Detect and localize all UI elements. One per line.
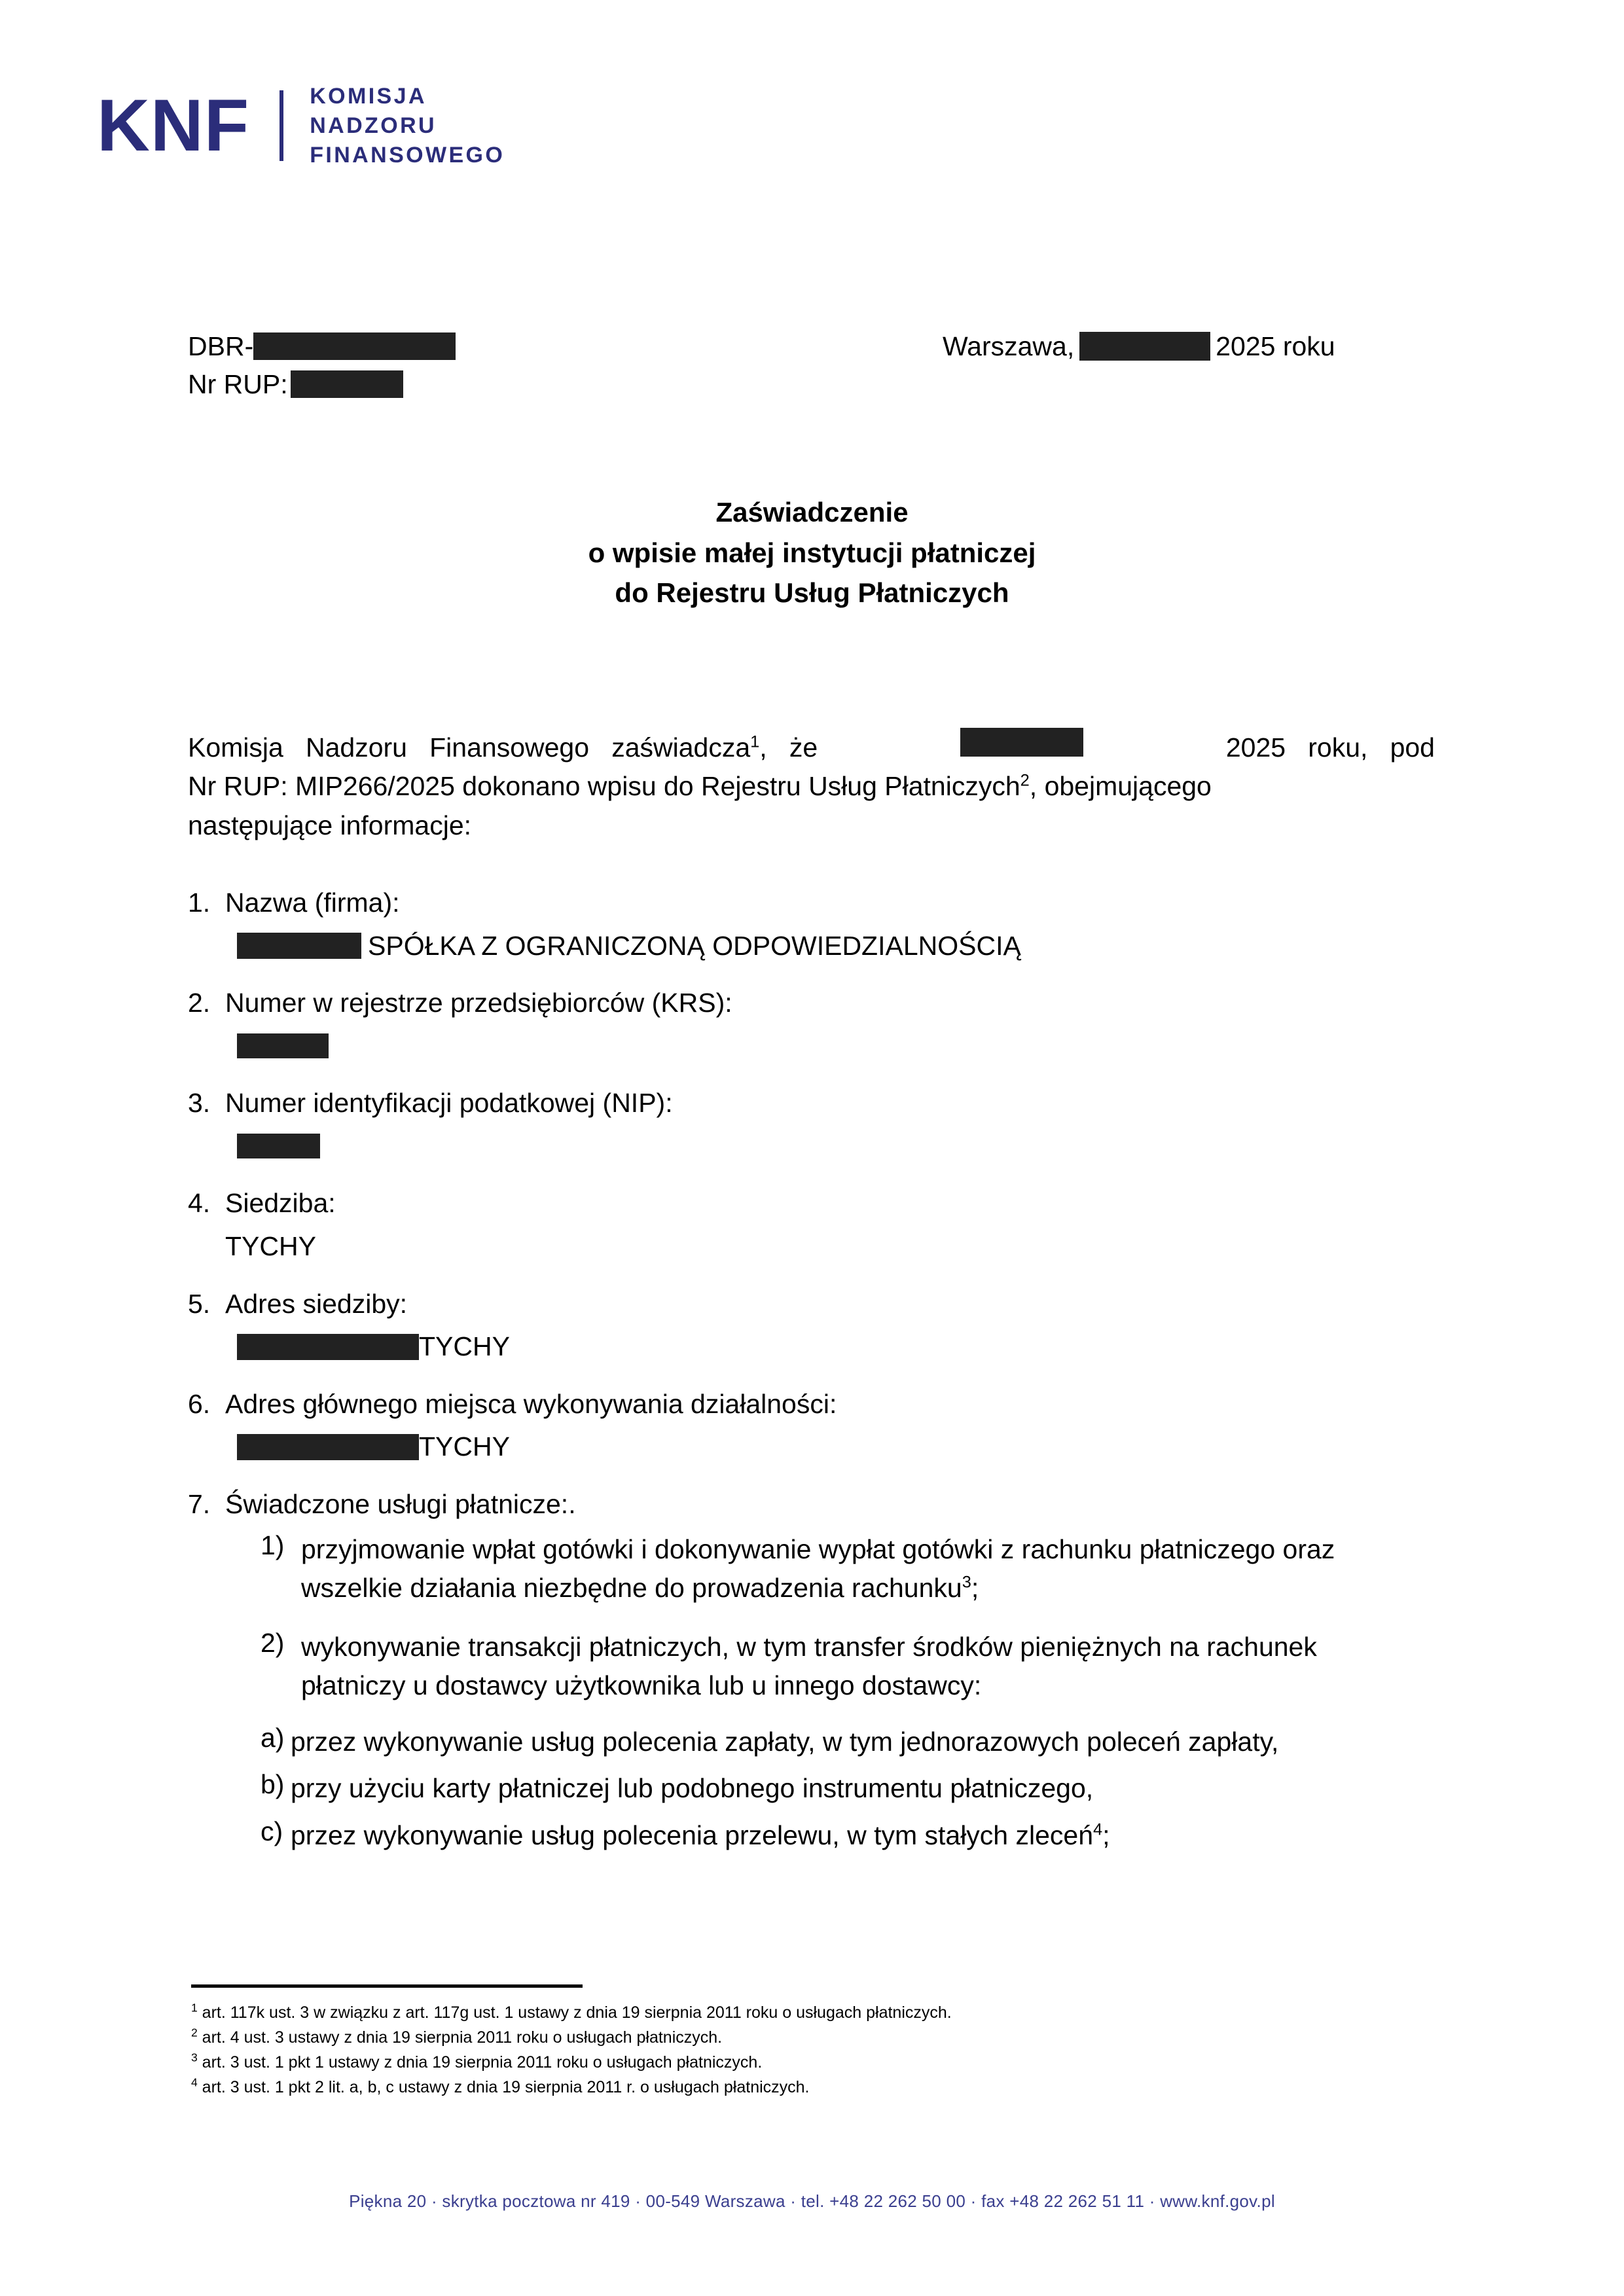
item-label: Siedziba: bbox=[225, 1188, 336, 1219]
footnote-text: art. 117k ust. 3 w związku z art. 117g ust. 1 ustawy z dnia 19 sierpnia 2011 roku o usługach płatniczych. bbox=[197, 2003, 952, 2022]
item-label: Adres siedziby: bbox=[225, 1288, 408, 1319]
business-address-redaction bbox=[237, 1434, 419, 1460]
rup-label: Nr RUP: bbox=[188, 368, 288, 399]
footnote-marker: 4 bbox=[191, 2075, 198, 2089]
service-letter-entry bbox=[261, 1769, 1435, 1808]
services-sub-list bbox=[225, 1530, 1435, 1855]
item-number: 7. bbox=[188, 1488, 211, 1519]
letter-number: c) bbox=[261, 1816, 283, 1846]
item-label: Numer w rejestrze przedsiębiorców (KRS): bbox=[225, 988, 732, 1018]
letter-text: przez wykonywanie usług polecenia zapłaty, w tym jednorazowych poleceń zapłaty, bbox=[291, 1726, 1279, 1757]
item-value bbox=[225, 1130, 1435, 1162]
logo-wordmark: KNF bbox=[97, 84, 250, 166]
service-entry bbox=[261, 1530, 1435, 1608]
service-entry bbox=[261, 1628, 1435, 1706]
list-item bbox=[188, 1389, 1435, 1463]
company-name-redaction bbox=[237, 933, 361, 959]
item-value: TYCHY bbox=[225, 1231, 316, 1262]
service-line-2: płatniczy u dostawcy użytkownika lub u innego dostawcy: bbox=[301, 1670, 982, 1701]
footnote-text: art. 4 ust. 3 ustawy z dnia 19 sierpnia 2011 roku o usługach płatniczych. bbox=[197, 2028, 723, 2047]
intro-text-b: 2025 roku, pod bbox=[1225, 732, 1435, 762]
footnote-ref-2: 2 bbox=[1020, 771, 1030, 790]
item-label: Numer identyfikacji podatkowej (NIP): bbox=[225, 1088, 673, 1119]
item-number: 5. bbox=[188, 1288, 211, 1319]
item-value bbox=[225, 1030, 1435, 1062]
list-item bbox=[188, 888, 1435, 961]
list-item bbox=[188, 1188, 1435, 1262]
title-line-1: Zaświadczenie bbox=[715, 497, 909, 528]
service-number: 2) bbox=[261, 1627, 285, 1658]
logo-subtitle bbox=[310, 85, 505, 166]
header-date-block bbox=[943, 327, 1335, 365]
service-letter-entry bbox=[261, 1816, 1435, 1855]
dbr-redaction bbox=[253, 332, 456, 360]
footnote-text: art. 3 ust. 1 pkt 2 lit. a, b, c ustawy z dnia 19 sierpnia 2011 r. o usługach płatniczych. bbox=[197, 2078, 810, 2096]
list-item-services bbox=[188, 1489, 1435, 1863]
service-line-2: wszelkie działania niezbędne do prowadzenia rachunku$^3$; bbox=[301, 1573, 979, 1604]
letter-number: a) bbox=[261, 1722, 285, 1753]
company-name-suffix: SPÓŁKA Z OGRANICZONĄ ODPOWIEDZIALNOŚCIĄ bbox=[368, 930, 1021, 961]
knf-logo bbox=[97, 85, 505, 166]
footnote-marker: 2 bbox=[191, 2026, 198, 2039]
logo-line-1: KOMISJA bbox=[310, 84, 427, 109]
registry-entry-list bbox=[188, 888, 1435, 1863]
item-label: Świadczone usługi płatnicze:. bbox=[225, 1488, 576, 1519]
business-address-city: TYCHY bbox=[419, 1431, 510, 1462]
dbr-row bbox=[188, 327, 456, 365]
item-label: Adres głównego miejsca wykonywania działalności: bbox=[225, 1388, 837, 1419]
intro-date-redaction bbox=[960, 728, 1083, 757]
page-footer: Piękna 20 · skrytka pocztowa nr 419 · 00-549 Warszawa · tel. +48 22 262 50 00 · fax +48 22 262 51 11 · www.knf.gov.pl bbox=[349, 2191, 1275, 2211]
intro-paragraph bbox=[188, 728, 1435, 845]
service-text bbox=[301, 1628, 1435, 1706]
footnote-ref-4: 4 bbox=[1093, 1820, 1103, 1839]
date-redaction bbox=[1079, 332, 1210, 361]
item-value bbox=[225, 1331, 1435, 1363]
dbr-label: DBR- bbox=[188, 331, 254, 361]
item-number: 4. bbox=[188, 1188, 211, 1219]
letter-number: b) bbox=[261, 1769, 285, 1800]
item-number: 3. bbox=[188, 1088, 211, 1119]
intro-line-2: Nr RUP: MIP266/2025 dokonano wpisu do Rejestru Usług Płatniczych$^2$, obejmującego bbox=[188, 771, 1212, 802]
footnote-item bbox=[191, 2025, 1435, 2050]
footnote-text: art. 3 ust. 1 pkt 1 ustawy z dnia 19 sierpnia 2011 roku o usługach płatniczych. bbox=[197, 2053, 763, 2072]
letter-text: przez wykonywanie usług polecenia przelewu, w tym stałych zleceń$^4$; bbox=[291, 1820, 1110, 1850]
krs-redaction bbox=[237, 1033, 329, 1058]
footnote-ref-1: 1 bbox=[750, 732, 760, 751]
footnote-marker: 3 bbox=[191, 2051, 198, 2064]
service-number: 1) bbox=[261, 1530, 285, 1560]
logo-divider bbox=[280, 90, 283, 161]
service-line-1: przyjmowanie wpłat gotówki i dokonywanie wypłat gotówki z rachunku płatniczego oraz bbox=[301, 1534, 1335, 1564]
year-label: 2025 roku bbox=[1216, 331, 1335, 361]
footnote-ref-3: 3 bbox=[962, 1573, 971, 1592]
service-letter-list bbox=[261, 1723, 1435, 1855]
list-item bbox=[188, 988, 1435, 1062]
footnote-separator bbox=[191, 1984, 583, 1988]
footnote-item bbox=[191, 2075, 1435, 2100]
seat-address-city: TYCHY bbox=[419, 1331, 510, 1362]
seat-address-redaction bbox=[237, 1334, 419, 1360]
header-reference-block bbox=[188, 327, 456, 403]
list-item bbox=[188, 1088, 1435, 1162]
logo-line-2: NADZORU bbox=[310, 113, 437, 138]
intro-line-1 bbox=[188, 728, 1435, 767]
logo-line-3: FINANSOWEGO bbox=[310, 143, 505, 168]
title-line-3: do Rejestru Usług Płatniczych bbox=[615, 577, 1009, 609]
footnote-marker: 1 bbox=[191, 2001, 198, 2015]
rup-row bbox=[188, 365, 456, 403]
item-number: 1. bbox=[188, 888, 211, 918]
list-item bbox=[188, 1289, 1435, 1363]
intro-text-a: Komisja Nadzoru Finansowego zaświadcza$^1$, że bbox=[188, 732, 818, 762]
item-number: 6. bbox=[188, 1388, 211, 1419]
rup-redaction bbox=[291, 370, 403, 398]
item-value bbox=[225, 930, 1435, 961]
intro-line-3: następujące informacje: bbox=[188, 810, 472, 840]
city-label: Warszawa, bbox=[943, 331, 1075, 361]
nip-redaction bbox=[237, 1134, 320, 1158]
document-title bbox=[0, 492, 1624, 613]
footnotes-block bbox=[191, 2000, 1435, 2100]
service-line-1: wykonywanie transakcji płatniczych, w tym transfer środków pieniężnych na rachunek bbox=[301, 1631, 1317, 1662]
item-value bbox=[225, 1431, 1435, 1463]
service-text bbox=[301, 1530, 1435, 1608]
service-letter-entry bbox=[261, 1723, 1435, 1761]
footnote-item bbox=[191, 2000, 1435, 2025]
item-number: 2. bbox=[188, 988, 211, 1018]
letter-text: przy użyciu karty płatniczej lub podobnego instrumentu płatniczego, bbox=[291, 1773, 1094, 1804]
title-line-2: o wpisie małej instytucji płatniczej bbox=[588, 537, 1036, 568]
item-label: Nazwa (firma): bbox=[225, 888, 400, 918]
footnote-item bbox=[191, 2050, 1435, 2075]
